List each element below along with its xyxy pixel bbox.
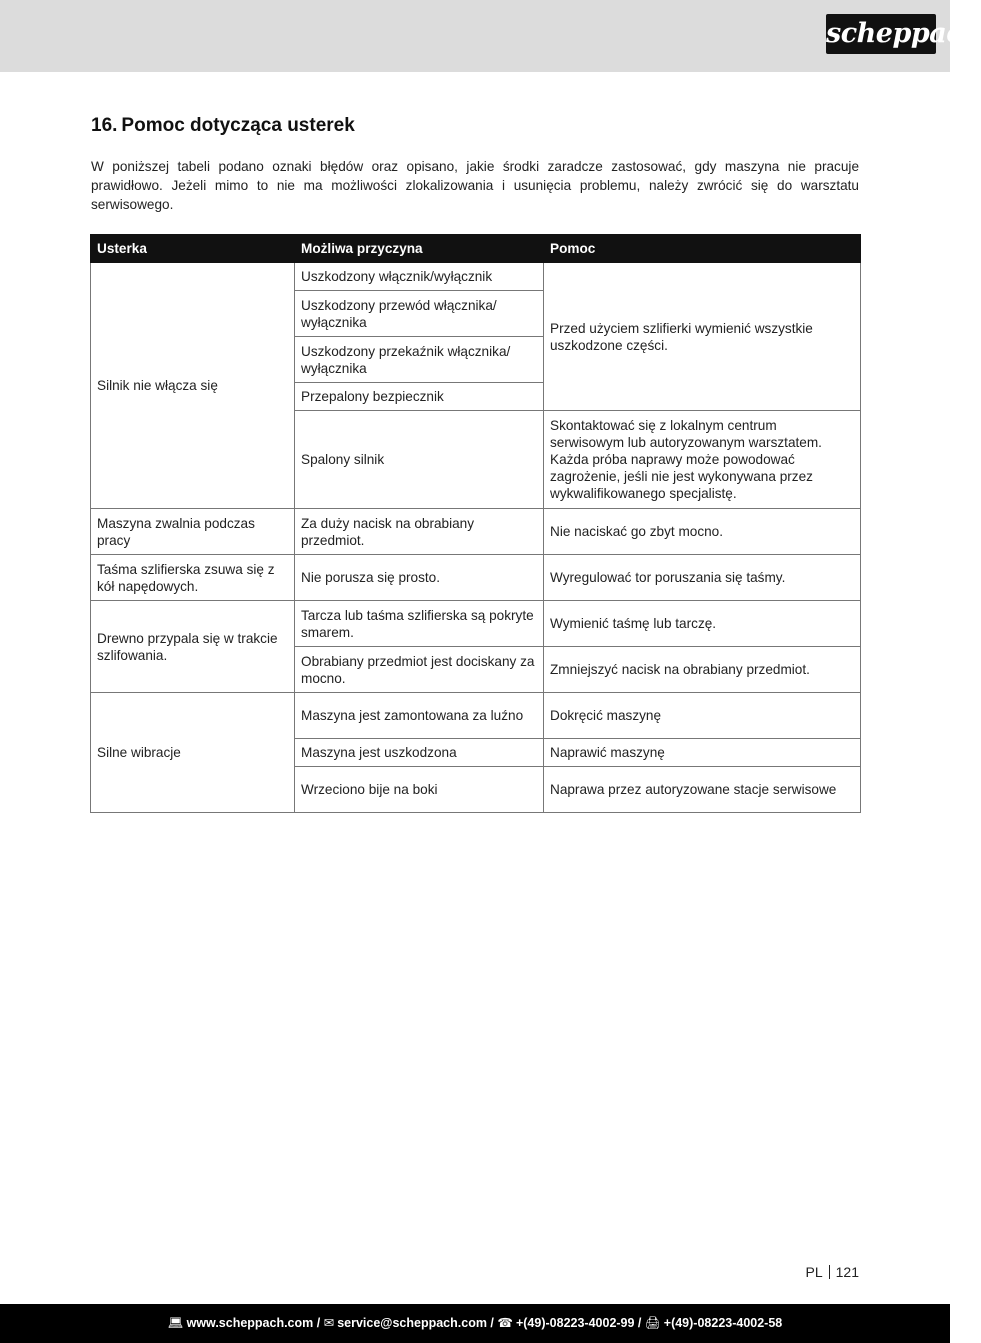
cause-cell: Nie porusza się prosto.	[295, 555, 544, 601]
fault-cell: Silne wibracje	[91, 693, 295, 813]
fault-cell: Drewno przypala się w trakcie szlifowania.	[91, 601, 295, 693]
divider	[829, 1265, 830, 1279]
page-number-value: 121	[835, 1264, 859, 1280]
remedy-cell: Wyregulować tor poruszania się taśmy.	[544, 555, 861, 601]
remedy-cell: Dokręcić maszynę	[544, 693, 861, 739]
fax-icon: 🖨︎	[644, 1316, 661, 1330]
table-row	[91, 263, 861, 291]
website-link[interactable]: www.scheppach.com /	[186, 1316, 321, 1330]
cause-cell: Uszkodzony przewód włącznika/ wyłącznika	[295, 291, 544, 337]
section-heading	[91, 115, 355, 137]
cause-cell: Wrzeciono bije na boki	[295, 767, 544, 813]
table-row	[91, 555, 861, 601]
table-row	[91, 601, 861, 647]
table-row	[91, 509, 861, 555]
fault-cell: Taśma szlifierska zsuwa się z kół napędowych.	[91, 555, 295, 601]
column-header-remedy: Pomoc	[544, 235, 861, 263]
remedy-cell: Przed użyciem szlifierki wymienić wszystkie uszkodzone części.	[544, 263, 861, 411]
fault-cell: Maszyna zwalnia podczas pracy	[91, 509, 295, 555]
troubleshooting-table	[90, 234, 861, 813]
section-title: Pomoc dotycząca usterek	[121, 115, 355, 136]
cause-cell: Za duży nacisk na obrabiany przedmiot.	[295, 509, 544, 555]
contact-footer	[0, 1304, 950, 1343]
header-bar	[0, 0, 981, 72]
cause-cell: Przepalony bezpiecznik	[295, 383, 544, 411]
email-link[interactable]: service@scheppach.com /	[337, 1316, 494, 1330]
column-header-fault: Usterka	[91, 235, 295, 263]
table-row	[91, 693, 861, 739]
fax-number: +(49)-08223-4002-58	[663, 1316, 783, 1330]
remedy-cell: Skontaktować się z lokalnym centrum serwisowym lub autoryzowanym warsztatem. Każda próba naprawy może powodować zagrożenie, jeśli nie jest wykonywana przez wykwalifikowanego specjalistę.	[544, 411, 861, 509]
remedy-cell: Naprawa przez autoryzowane stacje serwisowe	[544, 767, 861, 813]
cause-cell: Uszkodzony włącznik/wyłącznik	[295, 263, 544, 291]
email-icon: ✉︎	[323, 1316, 335, 1330]
scheppach-logo: scheppach	[826, 14, 936, 54]
section-number: 16.	[91, 115, 118, 136]
page-number	[806, 1264, 859, 1280]
remedy-cell: Nie naciskać go zbyt mocno.	[544, 509, 861, 555]
remedy-cell: Wymienić taśmę lub tarczę.	[544, 601, 861, 647]
cause-cell: Maszyna jest uszkodzona	[295, 739, 544, 767]
intro-paragraph: W poniższej tabeli podano oznaki błędów oraz opisano, jakie środki zaradcze zastosować, gdy maszyna nie pracuje prawidłowo. Jeżeli mimo to nie ma możliwości zlokalizowania i usunięcia problemu, należy zwrócić się do warsztatu serwisowego.	[91, 159, 859, 212]
language-code: PL	[805, 1264, 823, 1280]
fault-cell: Silnik nie włącza się	[91, 263, 295, 509]
column-header-cause: Możliwa przyczyna	[295, 235, 544, 263]
remedy-cell: Naprawić maszynę	[544, 739, 861, 767]
cause-cell: Spalony silnik	[295, 411, 544, 509]
cause-cell: Maszyna jest zamontowana za luźno	[295, 693, 544, 739]
phone-icon: ☎︎	[497, 1316, 513, 1330]
phone-number: +(49)-08223-4002-99 /	[515, 1316, 642, 1330]
cause-cell: Tarcza lub taśma szlifierska są pokryte smarem.	[295, 601, 544, 647]
cause-cell: Uszkodzony przekaźnik włącznika/ wyłącznika	[295, 337, 544, 383]
computer-icon: 💻︎	[167, 1316, 184, 1330]
table-header-row	[91, 235, 861, 263]
cause-cell: Obrabiany przedmiot jest dociskany za mocno.	[295, 647, 544, 693]
remedy-cell: Zmniejszyć nacisk na obrabiany przedmiot.	[544, 647, 861, 693]
